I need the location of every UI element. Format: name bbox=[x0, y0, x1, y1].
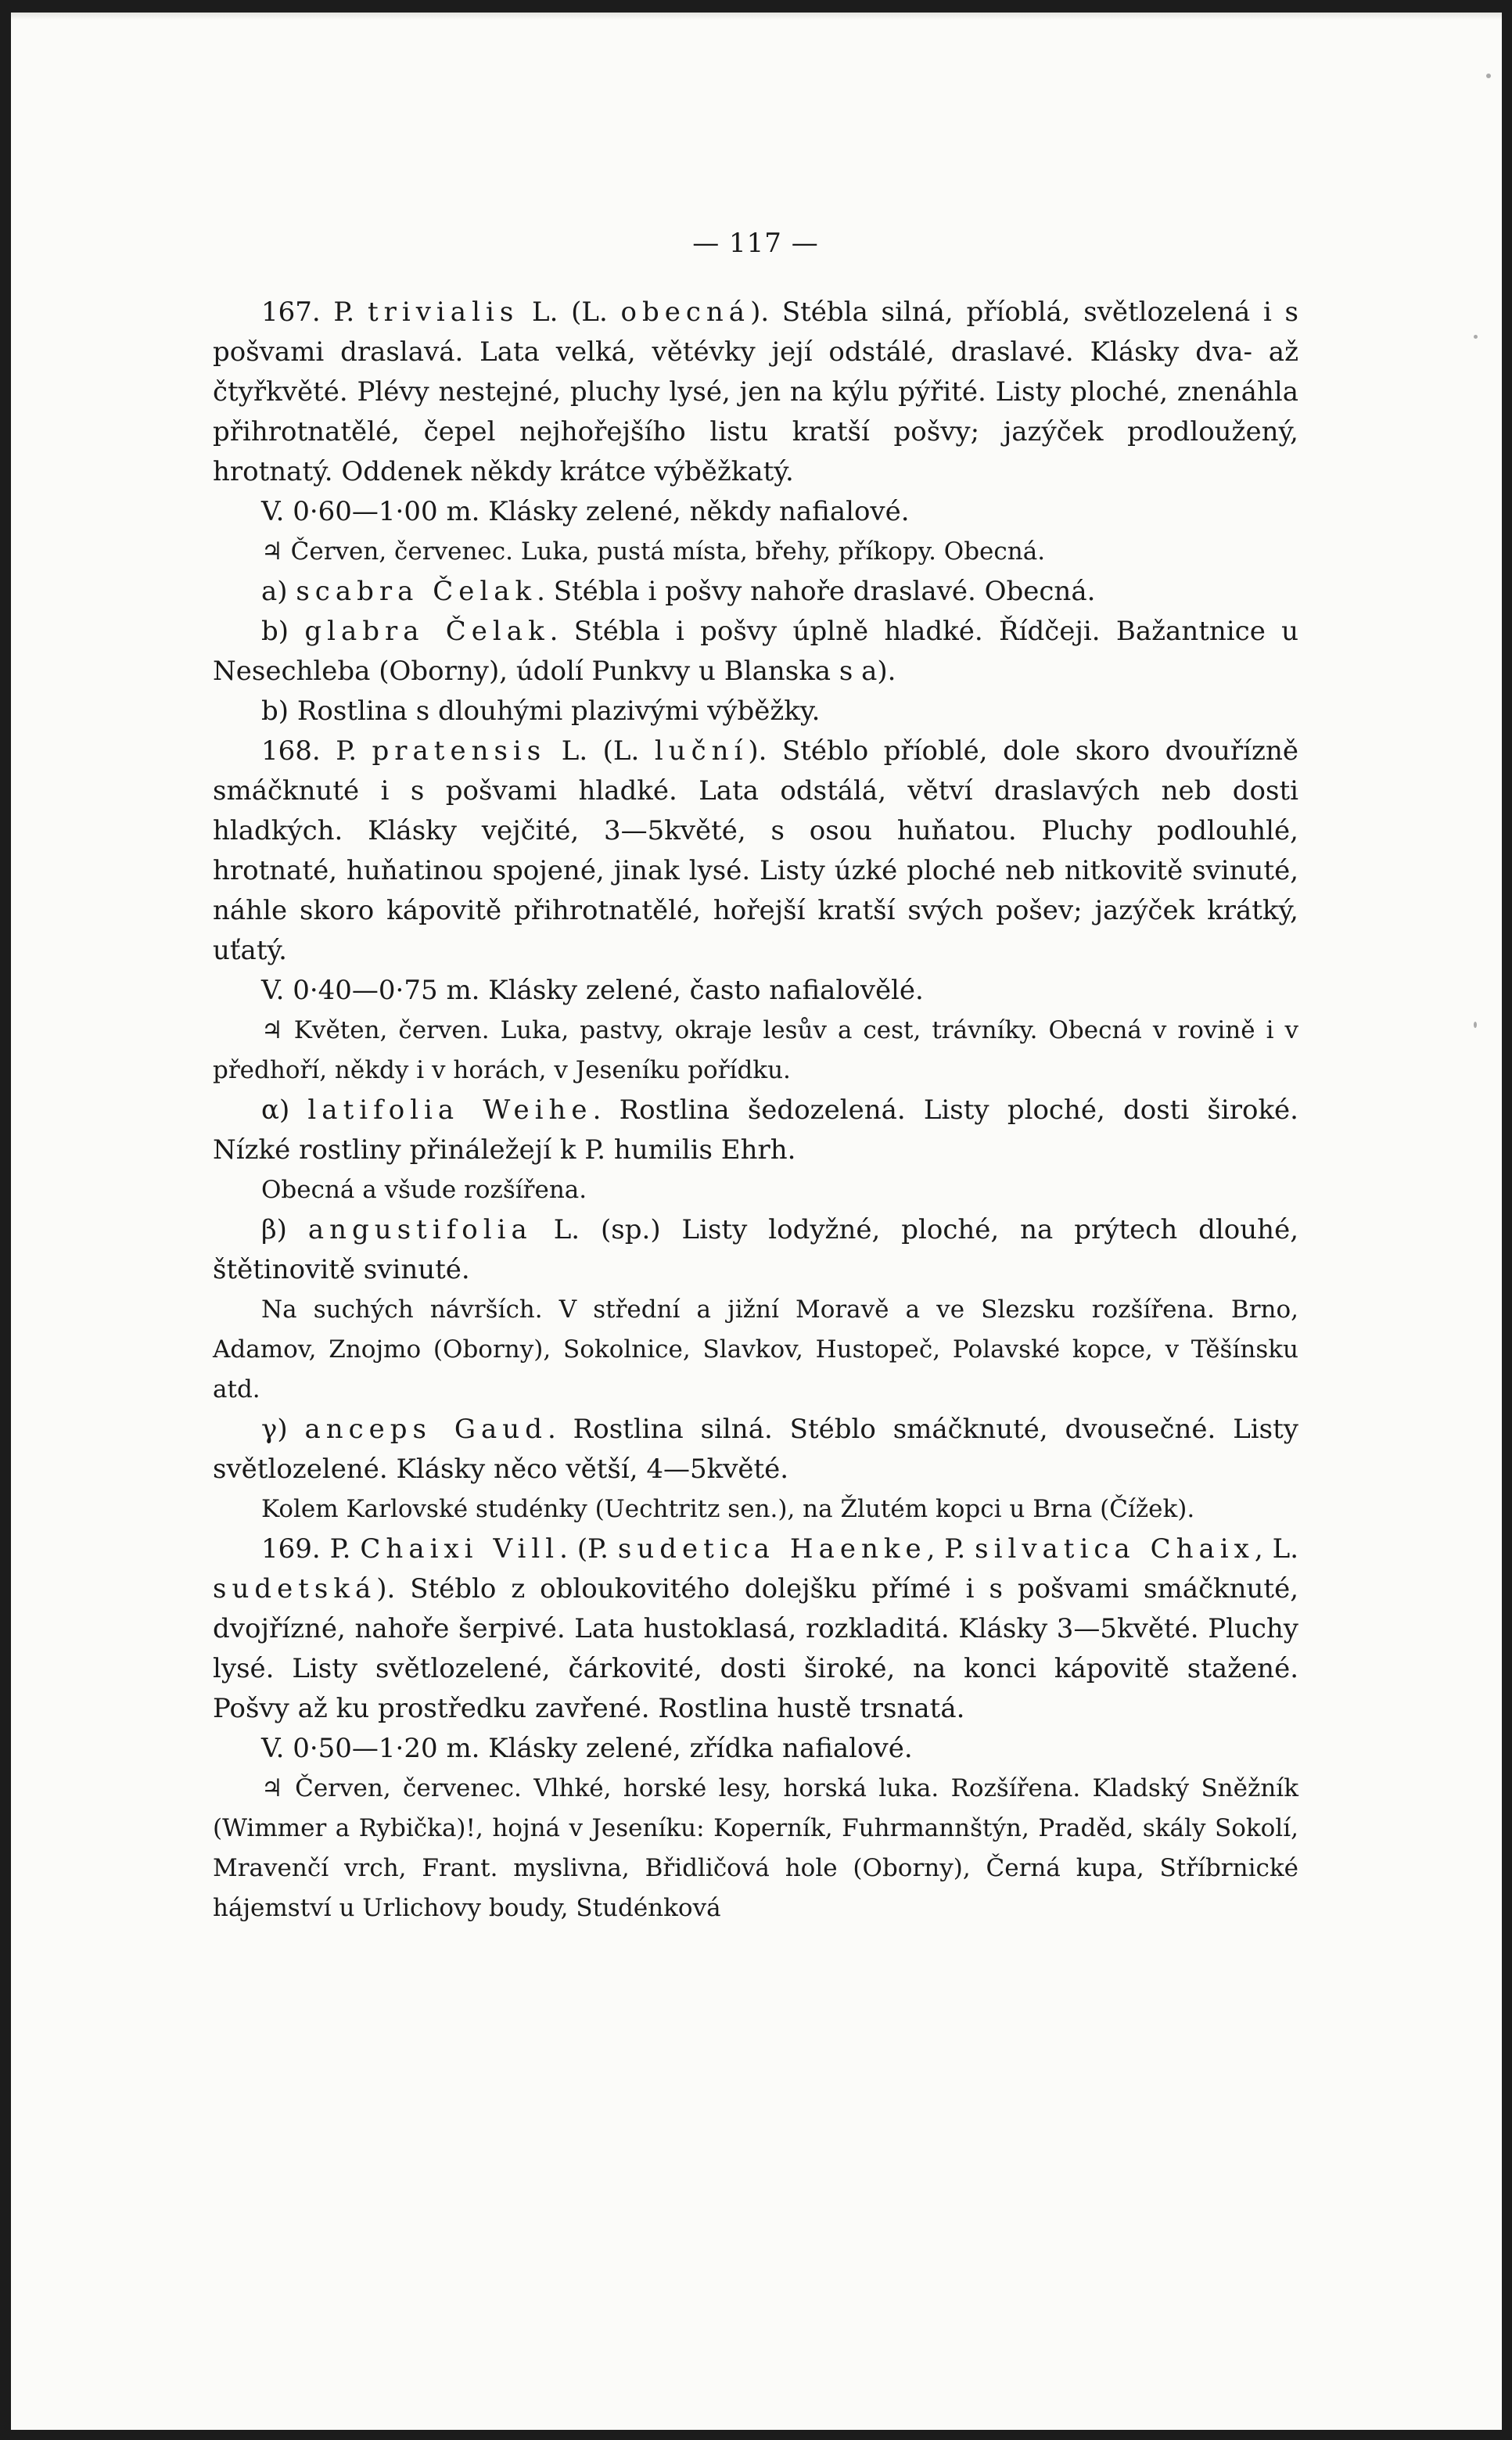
scan-speck bbox=[1474, 1022, 1477, 1028]
paragraph-variety: γ) anceps Gaud. Rostlina silná. Stéblo smáčknuté, dvousečné. Listy světlozelené. Klásky něco větší, 4—5květé. bbox=[213, 1414, 1298, 1485]
scanned-page bbox=[11, 13, 1502, 2430]
paragraph-169: 169. P. Chaixi Vill. (P. sudetica Haenke, P. silvatica Chaix, L. sudetská). Stéblo z obloukovitého dolejšku přímé i s pošvami smáčknuté, dvojřízné, nahoře šerpivé. Lata hustoklasá, rozkladitá. Klásky 3—5květé. Pluchy lysé. Listy světlozelené, čárkovité, dosti široké, na konci kápovitě stažené. Pošvy až ku prostředku zavřené. Rostlina hustě trsnatá. bbox=[213, 1533, 1298, 1724]
paragraph-variety: b) glabra Čelak. Stébla i pošvy úplně hladké. Řídčeji. Bažantnice u Nesechleba (Oborny), údolí Punkvy u Blanska s a). bbox=[213, 616, 1298, 687]
paragraph-height: V. 0·40—0·75 m. Klásky zelené, často nafialovělé. bbox=[261, 975, 924, 1006]
scan-speck bbox=[1486, 74, 1491, 78]
paragraph-locality: Kolem Karlovské studénky (Uechtritz sen.), na Žlutém kopci u Brna (Čížek). bbox=[261, 1495, 1195, 1523]
paragraph-locality: Obecná a všude rozšířena. bbox=[261, 1176, 587, 1204]
paragraph-habitat: ♃ Červen, červenec. Vlhké, horské lesy, horská luka. Rozšířena. Kladský Sněžník (Wimmer a Rybička)!, hojná v Jeseníku: Koperník, Fuhrmannštýn, Praděd, skály Sokolí, Mravenčí vrch, Frant. myslivna, Břidličová hole (Oborny), Černá kupa, Stříbrnické hájemství u Urlichovy boudy, Studénková bbox=[213, 1774, 1298, 1922]
paragraph-height: V. 0·60—1·00 m. Klásky zelené, někdy nafialové. bbox=[261, 496, 910, 527]
page-number: — 117 — bbox=[692, 228, 819, 259]
paragraph-168: 168. P. pratensis L. (L. luční). Stéblo příoblé, dole skoro dvouřízně smáčknuté i s pošvami hladké. Lata odstálá, větví draslavých neb dosti hladkých. Klásky vejčité, 3—5květé, s osou huňatou. Pluchy podlouhlé, hrotnaté, huňatinou spojené, jinak lysé. Listy úzké ploché neb nitkovitě svinuté, náhle skoro kápovitě přihrotnatělé, hořejší kratší svých pošev; jazýček krátký, uťatý. bbox=[213, 735, 1298, 966]
paragraph-habitat: ♃ Červen, červenec. Luka, pustá místa, břehy, příkopy. Obecná. bbox=[261, 537, 1046, 566]
page-text bbox=[213, 224, 1298, 1928]
paragraph-locality: Na suchých návrších. V střední a jižní Moravě a ve Slezsku rozšířena. Brno, Adamov, Znojmo (Oborny), Sokolnice, Slavkov, Hustopeč, Polavské kopce, v Těšínsku atd. bbox=[213, 1295, 1298, 1403]
paragraph-habitat: ♃ Květen, červen. Luka, pastvy, okraje lesův a cest, trávníky. Obecná v rovině i v předhoří, někdy i v horách, v Jeseníku pořídku. bbox=[213, 1016, 1298, 1084]
paragraph-variety: b) Rostlina s dlouhými plazivými výběžky. bbox=[261, 695, 821, 727]
paragraph-variety: a) scabra Čelak. Stébla i pošvy nahoře draslavé. Obecná. bbox=[261, 576, 1096, 607]
paragraph-167: 167. P. trivialis L. (L. obecná). Stébla silná, příoblá, světlozelená i s pošvami draslavá. Lata velká, větévky její odstálé, draslavé. Klásky dva- až čtyřkvěté. Plévy nestejné, pluchy lysé, jen na kýlu pýřité. Listy ploché, znenáhla přihrotnatělé, čepel nejhořejšího listu kratší pošvy; jazýček prodloužený, hrotnatý. Oddenek někdy krátce výběžkatý. bbox=[213, 296, 1298, 487]
paragraph-variety: β) angustifolia L. (sp.) Listy lodyžné, ploché, na prýtech dlouhé, štětinovitě svinuté. bbox=[213, 1214, 1298, 1285]
paragraph-height: V. 0·50—1·20 m. Klásky zelené, zřídka nafialové. bbox=[261, 1733, 913, 1764]
paragraph-variety: α) latifolia Weihe. Rostlina šedozelená. Listy ploché, dosti široké. Nízké rostliny přináležejí k P. humilis Ehrh. bbox=[213, 1094, 1298, 1166]
scan-speck bbox=[1474, 335, 1478, 339]
